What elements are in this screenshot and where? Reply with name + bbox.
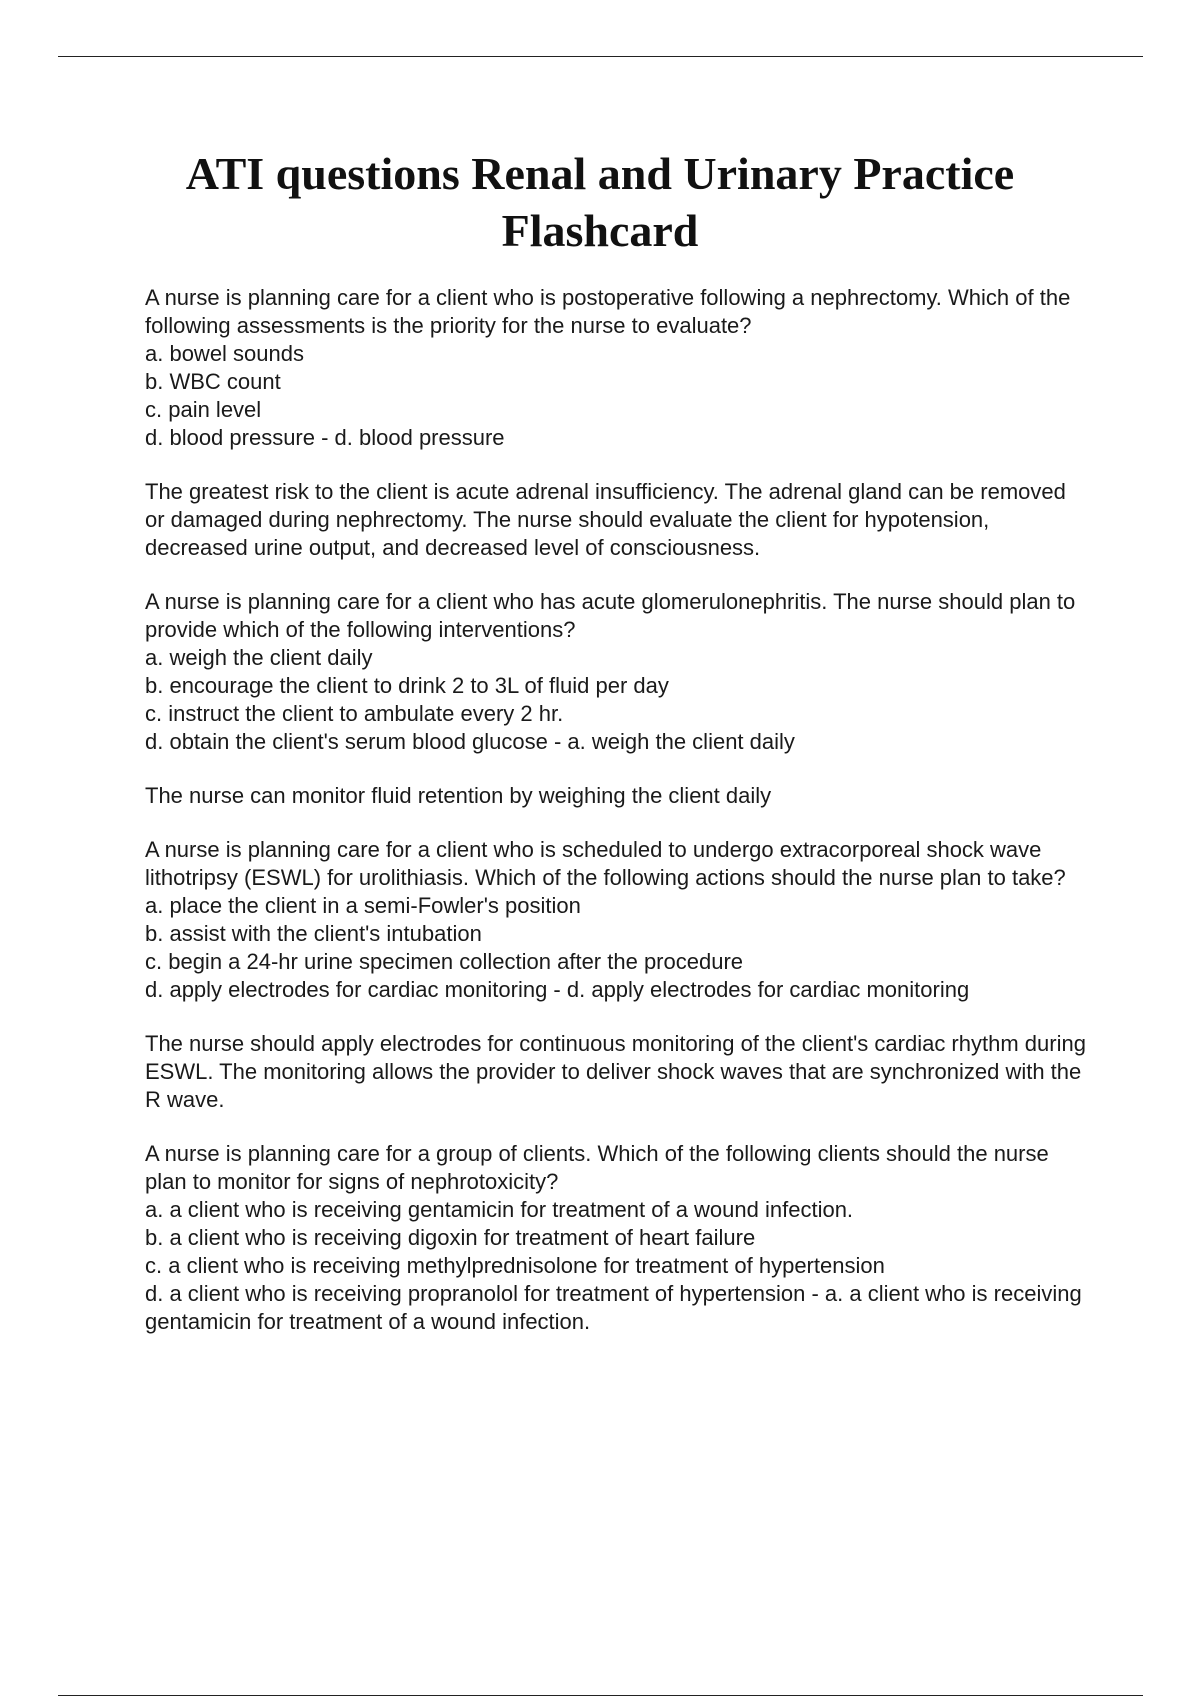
- answer-option: d. obtain the client's serum blood glucose - a. weigh the client daily: [145, 729, 795, 754]
- top-rule: [58, 56, 1143, 57]
- question-text: A nurse is planning care for a group of clients. Which of the following clients should the nurse plan to monitor for signs of nephrotoxicity?: [145, 1141, 1055, 1194]
- title-line-2: Flashcard: [501, 205, 699, 256]
- flashcard-question: [145, 836, 1090, 1004]
- answer-option: c. pain level: [145, 397, 262, 422]
- answer-option: a. weigh the client daily: [145, 645, 373, 670]
- flashcard-question: [145, 588, 1090, 756]
- answer-option: b. assist with the client's intubation: [145, 921, 482, 946]
- answer-option: c. a client who is receiving methylprednisolone for treatment of hypertension: [145, 1253, 885, 1278]
- document-title: [100, 145, 1100, 259]
- answer-option: a. place the client in a semi-Fowler's position: [145, 893, 581, 918]
- answer-option: d. blood pressure - d. blood pressure: [145, 425, 505, 450]
- answer-option: b. WBC count: [145, 369, 281, 394]
- flashcard-list: [145, 284, 1090, 1362]
- answer-option: b. encourage the client to drink 2 to 3L of fluid per day: [145, 673, 669, 698]
- question-text: A nurse is planning care for a client who has acute glomerulonephritis. The nurse should plan to provide which of the following interventions?: [145, 589, 1082, 642]
- flashcard-question: [145, 1140, 1090, 1336]
- answer-option: c. begin a 24-hr urine specimen collection after the procedure: [145, 949, 744, 974]
- rationale-text: The greatest risk to the client is acute adrenal insufficiency. The adrenal gland can be removed or damaged during nephrectomy. The nurse should evaluate the client for hypotension, decreased urine output, and decreased level of consciousness.: [145, 479, 1066, 560]
- bottom-rule: [58, 1695, 1143, 1696]
- answer-option: a. a client who is receiving gentamicin for treatment of a wound infection.: [145, 1197, 854, 1222]
- question-text: A nurse is planning care for a client who is scheduled to undergo extracorporeal shock wave lithotripsy (ESWL) for urolithiasis. Which of the following actions should the nurse plan to take?: [145, 837, 1066, 890]
- title-line-1: ATI questions Renal and Urinary Practice: [185, 148, 1015, 199]
- flashcard-question: [145, 284, 1090, 452]
- answer-option: c. instruct the client to ambulate every 2 hr.: [145, 701, 564, 726]
- rationale-text: The nurse should apply electrodes for continuous monitoring of the client's cardiac rhythm during ESWL. The monitoring allows the provider to deliver shock waves that are synchronized with the R wave.: [145, 1031, 1086, 1112]
- answer-option: d. apply electrodes for cardiac monitoring - d. apply electrodes for cardiac monitoring: [145, 977, 970, 1002]
- answer-option: a. bowel sounds: [145, 341, 304, 366]
- answer-option: b. a client who is receiving digoxin for treatment of heart failure: [145, 1225, 756, 1250]
- answer-option: d. a client who is receiving propranolol for treatment of hypertension - a. a client who is receiving gentamicin for treatment of a wound infection.: [145, 1281, 1088, 1334]
- rationale-text: The nurse can monitor fluid retention by weighing the client daily: [145, 783, 772, 808]
- question-text: A nurse is planning care for a client who is postoperative following a nephrectomy. Which of the following assessments is the priority for the nurse to evaluate?: [145, 285, 1077, 338]
